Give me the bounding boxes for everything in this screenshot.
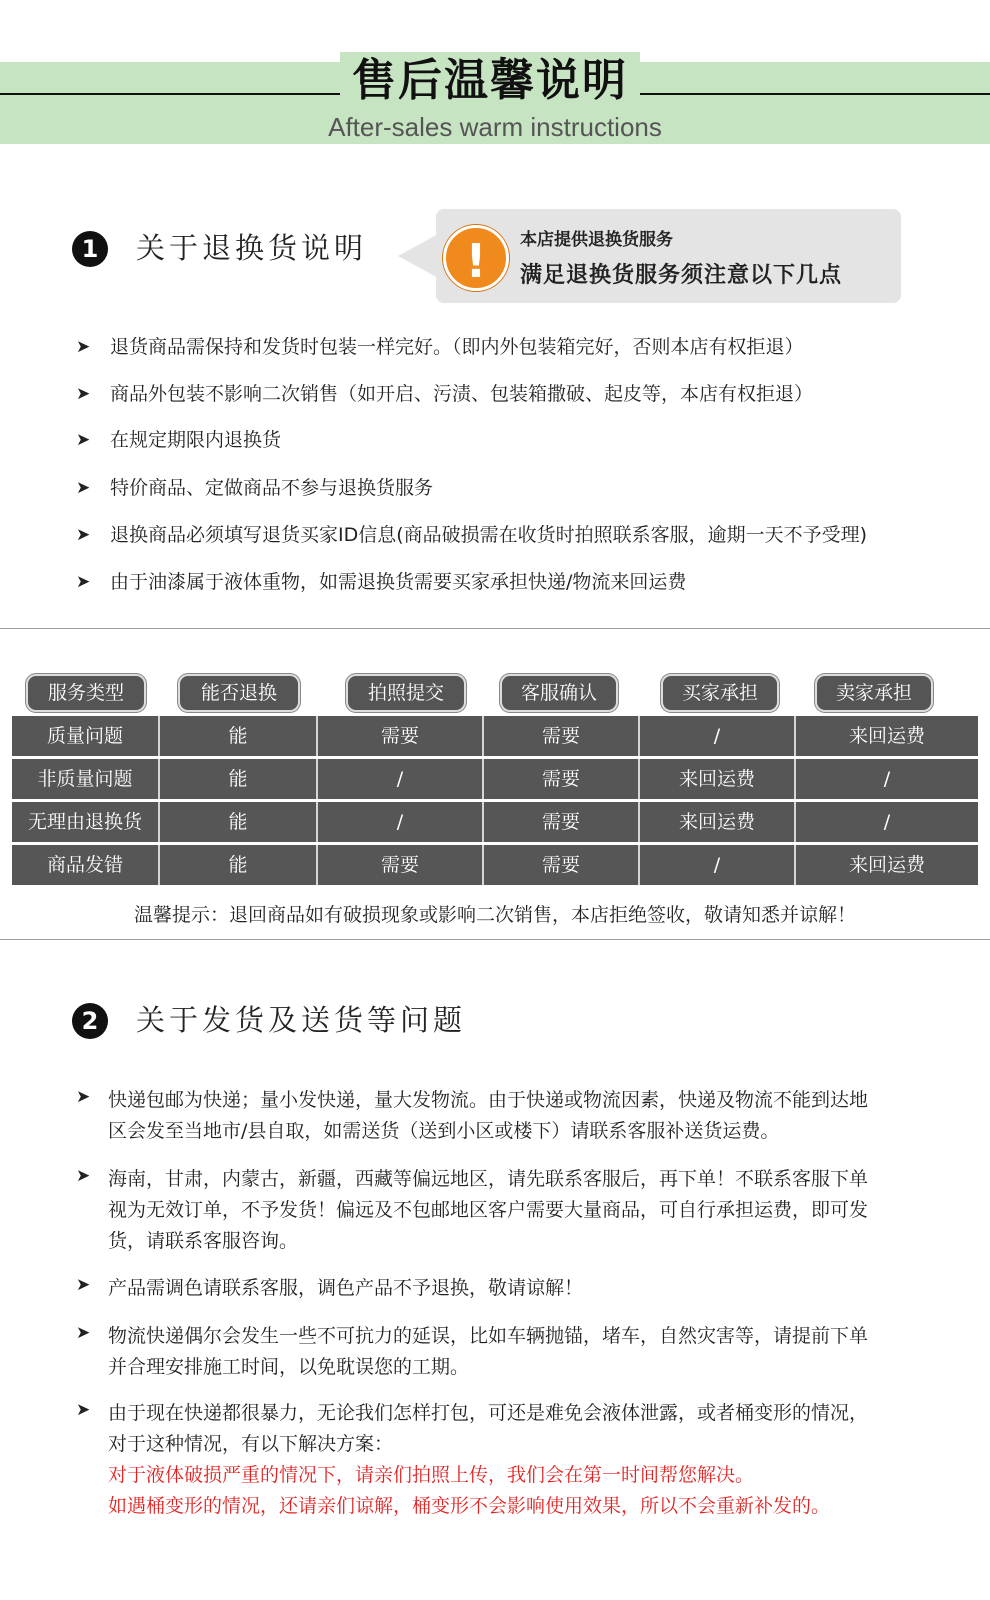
- table-cell: 非质量问题: [12, 759, 160, 799]
- paragraph-line: 产品需调色请联系客服，调色产品不予退换，敬请谅解！: [108, 1277, 584, 1299]
- paragraph-line: 对于这种情况，有以下解决方案：: [108, 1433, 394, 1455]
- paragraph-line: 由于现在快递都很暴力，无论我们怎样打包，可还是难免会液体泄露，或者桶变形的情况，: [108, 1402, 869, 1424]
- table-row: [12, 759, 978, 799]
- table-cell: /: [640, 845, 796, 885]
- arrow-bullet-icon: ➤: [76, 478, 91, 498]
- list-item-text: 由于油漆属于液体重物，如需退换货需要买家承担快递/物流来回运费: [110, 571, 687, 593]
- table-cell: 能: [160, 716, 318, 756]
- table-cell: 来回运费: [848, 854, 925, 876]
- table-header: 卖家承担: [817, 676, 931, 710]
- table-cell: 需要: [484, 845, 640, 885]
- arrow-bullet-icon: ➤: [76, 1087, 91, 1107]
- table-cell: 能: [160, 845, 318, 885]
- arrow-bullet-icon: ➤: [76, 1275, 91, 1295]
- arrow-bullet-icon: ➤: [76, 572, 91, 592]
- table-cell: /: [883, 768, 891, 790]
- paragraph-line: 视为无效订单，不予发货！偏远及不包邮地区客户需要大量商品，可自行承担运费，即可发: [108, 1199, 869, 1221]
- table-cell: 来回运费: [640, 802, 796, 842]
- list-item-text: 商品外包装不影响二次销售（如开启、污渍、包装箱撒破、起皮等，本店有权拒退）: [110, 383, 814, 405]
- arrow-bullet-icon: ➤: [76, 430, 91, 450]
- table-cell: 商品发错: [12, 845, 160, 885]
- table-header: 服务类型: [28, 676, 144, 710]
- table-row: [12, 802, 978, 842]
- section-divider: [0, 939, 990, 940]
- highlight-line: 如遇桶变形的情况，还请亲们谅解，桶变形不会影响使用效果，所以不会重新补发的。: [108, 1495, 831, 1517]
- paragraph-line: 并合理安排施工时间，以免耽误您的工期。: [108, 1356, 470, 1378]
- section-number-badge: 2: [72, 1003, 108, 1039]
- list-item-text: 退货商品需保持和发货时包装一样完好。（即内外包装箱完好，否则本店有权拒退）: [110, 336, 804, 358]
- section-number-badge: 1: [72, 231, 108, 267]
- table-cell: /: [640, 716, 796, 756]
- table-cell: 能: [160, 802, 318, 842]
- table-cell: 质量问题: [12, 716, 160, 756]
- table-cell: 需要: [318, 716, 484, 756]
- table-cell: 无理由退换货: [12, 802, 160, 842]
- arrow-bullet-icon: ➤: [76, 525, 91, 545]
- callout-line-2: 满足退换货服务须注意以下几点: [520, 263, 843, 288]
- banner-title-backdrop: [340, 52, 640, 110]
- callout-pointer: [398, 234, 438, 278]
- table-header: 买家承担: [663, 676, 777, 710]
- table-cell: 需要: [484, 802, 640, 842]
- section2-title: 关于发货及送货等问题: [136, 1003, 467, 1037]
- table-cell: 需要: [484, 759, 640, 799]
- paragraph-line: 海南，甘肃，内蒙古，新疆，西藏等偏远地区，请先联系客服后，再下单！不联系客服下单: [108, 1168, 869, 1190]
- table-header: 拍照提交: [348, 676, 464, 710]
- list-item-text: 特价商品、定做商品不参与退换货服务: [110, 477, 434, 499]
- arrow-bullet-icon: ➤: [76, 384, 91, 404]
- arrow-bullet-icon: ➤: [76, 337, 91, 357]
- table-header: 能否退换: [180, 676, 298, 710]
- table-cell: /: [318, 802, 484, 842]
- table-tip: 温馨提示：退回商品如有破损现象或影响二次销售，本店拒绝签收，敬请知悉并谅解！: [133, 904, 856, 926]
- table-row: [12, 716, 978, 756]
- paragraph-line: 货，请联系客服咨询。: [108, 1230, 299, 1252]
- section1-title: 关于退换货说明: [136, 231, 368, 265]
- paragraph-line: 区会发至当地市/县自取，如需送货（送到小区或楼下）请联系客服补送货运费。: [108, 1120, 780, 1142]
- page-subtitle: After-sales warm instructions: [328, 112, 662, 142]
- exclamation-icon: !: [443, 225, 509, 291]
- table-cell: 需要: [484, 716, 640, 756]
- table-header: 客服确认: [502, 676, 616, 710]
- table-cell: 来回运费: [640, 759, 796, 799]
- list-item-text: 在规定期限内退换货: [110, 429, 282, 451]
- section-divider: [0, 628, 990, 629]
- table-cell: 能: [160, 759, 318, 799]
- arrow-bullet-icon: ➤: [76, 1323, 91, 1343]
- table-row: [12, 845, 978, 885]
- highlight-line: 对于液体破损严重的情况下，请亲们拍照上传，我们会在第一时间帮您解决。: [108, 1464, 755, 1486]
- table-cell: 来回运费: [848, 725, 925, 747]
- arrow-bullet-icon: ➤: [76, 1400, 91, 1420]
- page-title: 售后温馨说明: [352, 55, 628, 106]
- paragraph-line: 快递包邮为快递；量小发快递，量大发物流。由于快递或物流因素，快递及物流不能到达地: [108, 1089, 869, 1111]
- list-item-text: 退换商品必须填写退货买家ID信息(商品破损需在收货时拍照联系客服，逾期一天不予受理): [110, 524, 868, 546]
- table-cell: 需要: [318, 845, 484, 885]
- arrow-bullet-icon: ➤: [76, 1166, 91, 1186]
- table-cell: /: [318, 759, 484, 799]
- table-cell: /: [883, 811, 891, 833]
- callout-line-1: 本店提供退换货服务: [520, 230, 673, 250]
- paragraph-line: 物流快递偶尔会发生一些不可抗力的延误，比如车辆抛锚，堵车，自然灾害等，请提前下单: [108, 1325, 869, 1347]
